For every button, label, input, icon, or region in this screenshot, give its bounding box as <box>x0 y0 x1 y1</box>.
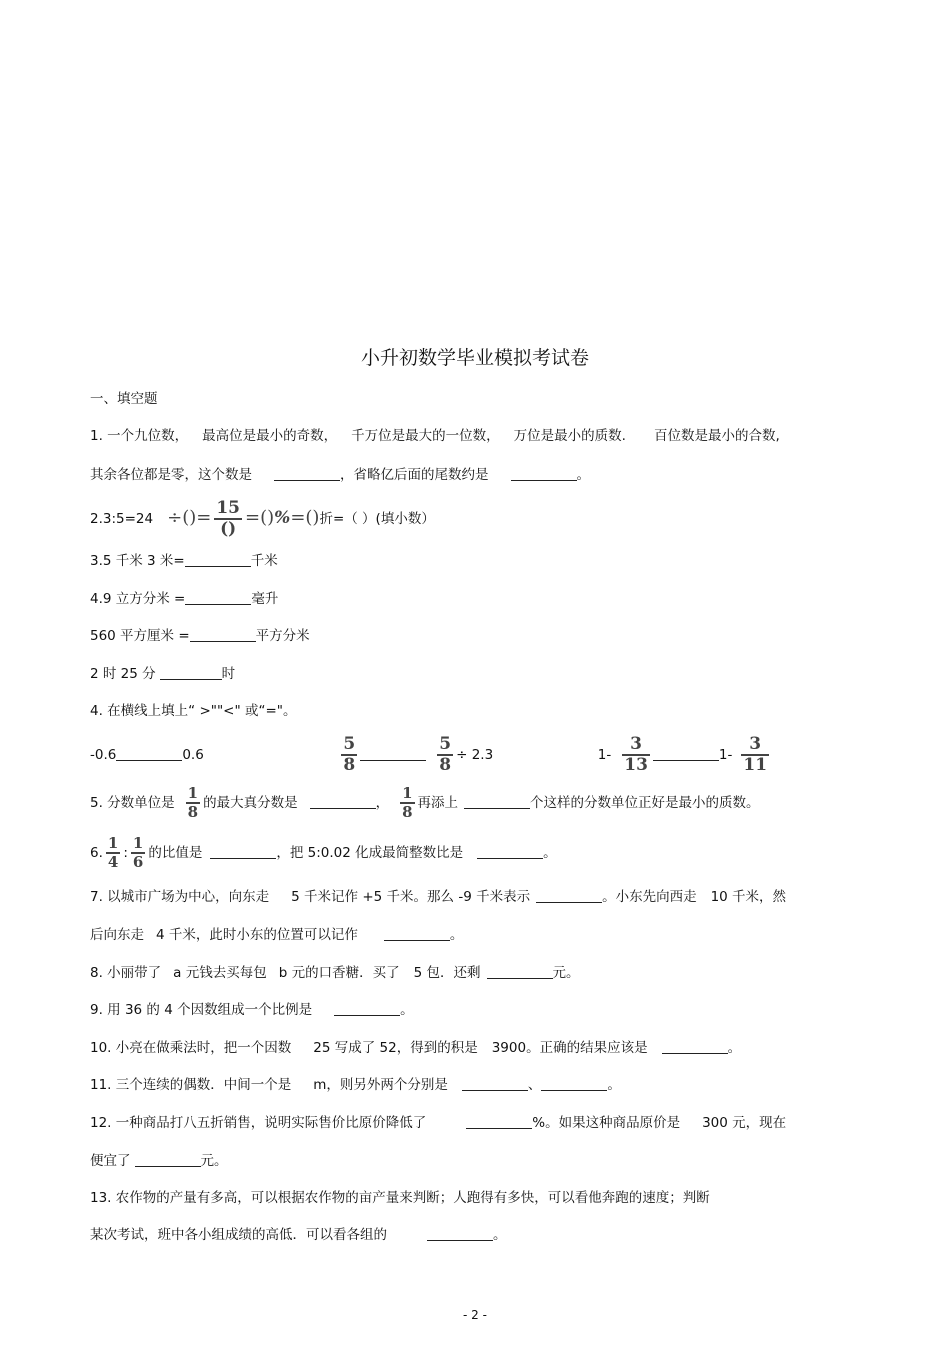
answer-blank[interactable] <box>653 746 719 761</box>
page-number: - 2 - <box>463 1308 487 1322</box>
fraction: $\frac{3}{13}$ <box>624 734 648 775</box>
question-1-line-2: 其余各位都是零，这个数是 ，省略亿后面的尾数约是 。 <box>90 467 590 483</box>
fraction: $\frac{5}{8}$ <box>343 734 356 775</box>
fraction: $\frac{1}{6}$ <box>132 834 144 871</box>
fraction: $\frac{15}{()}$ <box>216 498 241 539</box>
answer-blank[interactable] <box>310 794 376 809</box>
answer-blank[interactable] <box>541 1076 607 1091</box>
answer-blank[interactable] <box>116 746 182 761</box>
question-13-line-1: 13. 农作物的产量有多高，可以根据农作物的亩产量来判断；人跑得有多快，可以看他奔跑的速度；判断 <box>90 1190 710 1206</box>
answer-blank[interactable] <box>190 627 256 642</box>
answer-blank[interactable] <box>662 1039 728 1054</box>
question-13-line-2: 某次考试，班中各小组成绩的高低．可以看各组的 。 <box>90 1227 507 1243</box>
answer-blank[interactable] <box>210 844 276 859</box>
answer-blank[interactable] <box>185 552 251 567</box>
fraction: $\frac{1}{4}$ <box>107 834 119 871</box>
page-title: 小升初数学毕业模拟考试卷 <box>360 347 589 369</box>
question-12-line-1: 12. 一种商品打八五折销售，说明实际售价比原价降低了 %。如果这种商品原价是 300 元，现在 <box>90 1115 787 1131</box>
question-4: 4. 在横线上填上“ >""<" 或“="。 <box>90 703 297 719</box>
question-7-line-1: 7. 以城市广场为中心，向东走 5 千米记作 +5 千米。那么 -9 千米表示 。小东先向西走 10 千米，然 <box>90 889 787 905</box>
question-2: 2.3:5=24 ÷()= $\frac{15}{()}$ =()%=()折=（ ）(填小数） <box>90 498 435 539</box>
question-3-line-2: 4.9 立方分米 = 毫升 <box>90 591 279 607</box>
question-6: 6. $\frac{1}{4}$ : $\frac{1}{6}$ 的比值是 ，把 5:0.02 化成最简整数比是 。 <box>90 834 557 871</box>
answer-blank[interactable] <box>536 888 602 903</box>
answer-blank[interactable] <box>511 466 577 481</box>
answer-blank[interactable] <box>384 926 450 941</box>
question-8: 8. 小丽带了 a 元钱去买每包 b 元的口香糖．买了 5 包．还剩 元。 <box>90 965 580 981</box>
question-9: 9. 用 36 的 4 个因数组成一个比例是 。 <box>90 1002 414 1018</box>
answer-blank[interactable] <box>160 665 222 680</box>
section-heading: 一、填空题 <box>90 391 158 407</box>
answer-blank[interactable] <box>477 844 543 859</box>
question-12-line-2: 便宜了 元。 <box>90 1153 228 1169</box>
answer-blank[interactable] <box>185 590 251 605</box>
fraction: $\frac{1}{8}$ <box>187 784 199 821</box>
answer-blank[interactable] <box>334 1001 400 1016</box>
question-1-line-1: 1. 一个九位数， 最高位是最小的奇数， 千万位是最大的一位数， 万位是最小的质数. 百位数是最小的合数, <box>90 428 780 444</box>
question-3-line-1: 3.5 千米 3 米= 千米 <box>90 553 278 569</box>
answer-blank[interactable] <box>427 1226 493 1241</box>
fraction: $\frac{5}{8}$ <box>439 734 452 775</box>
answer-blank[interactable] <box>466 1114 532 1129</box>
fraction: $\frac{1}{8}$ <box>402 784 413 821</box>
question-11: 11. 三个连续的偶数．中间一个是 m，则另外两个分别是 、 。 <box>90 1077 621 1093</box>
question-3-line-4: 2 时 25 分 时 <box>90 666 236 682</box>
question-4-items: -0.6 0.6 $\frac{5}{8}$ $\frac{5}{8}$ ÷ 2.3 1- $\frac{3}{13}$ 1- $\frac{3}{11}$ <box>90 734 768 775</box>
answer-blank[interactable] <box>135 1152 201 1167</box>
question-7-line-2: 后向东走 4 千米，此时小东的位置可以记作 。 <box>90 927 464 943</box>
answer-blank[interactable] <box>487 964 553 979</box>
answer-blank[interactable] <box>360 746 426 761</box>
answer-blank[interactable] <box>462 1076 528 1091</box>
question-5: 5. 分数单位是 $\frac{1}{8}$ 的最大真分数是 ， $\frac{1}{8}$ 再添上 个这样的分数单位正好是最小的质数。 <box>90 784 760 821</box>
question-10: 10. 小亮在做乘法时，把一个因数 25 写成了 52，得到的积是 3900。正确的结果应该是 。 <box>90 1040 742 1056</box>
answer-blank[interactable] <box>274 466 340 481</box>
answer-blank[interactable] <box>464 794 530 809</box>
fraction: $\frac{3}{11}$ <box>743 734 768 775</box>
question-3-line-3: 560 平方厘米 = 平方分米 <box>90 628 310 644</box>
